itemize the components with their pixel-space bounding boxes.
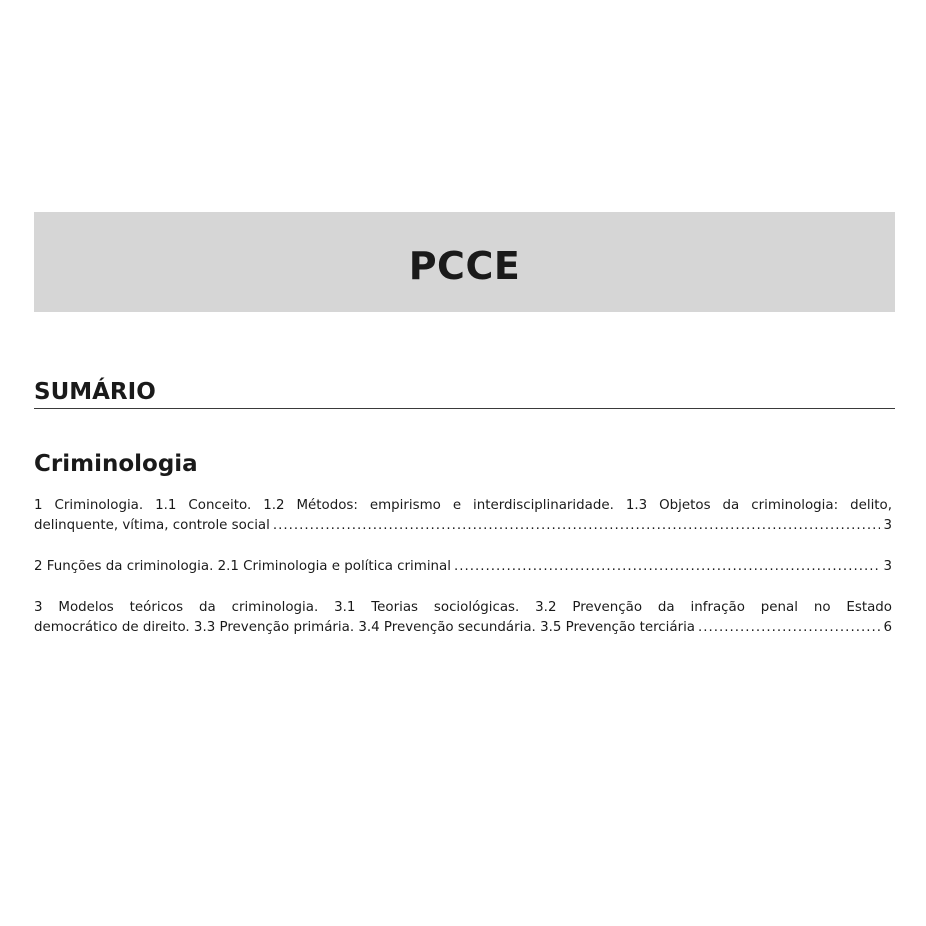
document-title: PCCE (408, 244, 521, 288)
toc-entry-text: delinquente, vítima, controle social (34, 518, 270, 533)
toc-entry-2[interactable] (34, 557, 892, 577)
summary-heading: SUMÁRIO (34, 378, 895, 409)
dot-leader (698, 618, 880, 638)
toc-page-number: 6 (883, 620, 892, 635)
section-heading: Criminologia (34, 451, 198, 477)
table-of-contents (34, 496, 892, 659)
toc-page-number: 3 (883, 559, 892, 574)
title-banner (34, 212, 895, 312)
toc-entry-last-line (34, 516, 892, 536)
toc-entry-last-line (34, 557, 892, 577)
toc-entry-3[interactable] (34, 598, 892, 638)
toc-page-number: 3 (883, 518, 892, 533)
dot-leader (273, 516, 881, 536)
toc-entry-1[interactable] (34, 496, 892, 536)
dot-leader (454, 557, 881, 577)
toc-entry-text-first-line: 3 Modelos teóricos da criminologia. 3.1 Teorias sociológicas. 3.2 Prevenção da infração penal no Estado (34, 600, 892, 615)
toc-entry-last-line (34, 618, 892, 638)
toc-entry-text: 2 Funções da criminologia. 2.1 Criminologia e política criminal (34, 559, 451, 574)
toc-entry-text-first-line: 1 Criminologia. 1.1 Conceito. 1.2 Métodos: empirismo e interdisciplinaridade. 1.3 Objetos da criminologia: delito, (34, 498, 892, 513)
toc-entry-text: democrático de direito. 3.3 Prevenção primária. 3.4 Prevenção secundária. 3.5 Prevenção terciária (34, 620, 695, 635)
